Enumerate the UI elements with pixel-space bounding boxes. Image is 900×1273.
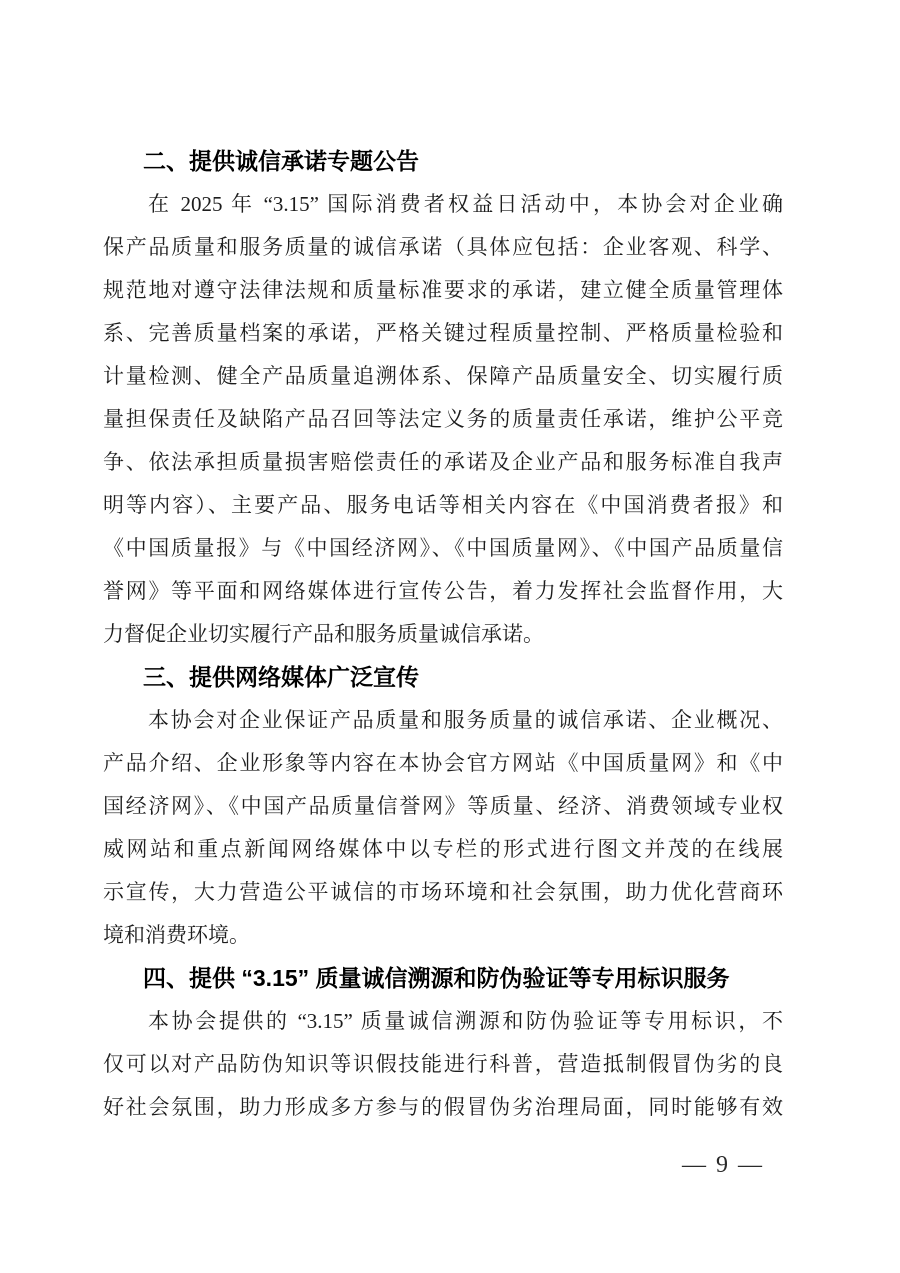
text-line: 计量检测、健全产品质量追溯体系、保障产品质量安全、切实履行质 [103,364,783,388]
document-body [103,140,783,1129]
text-line: 本协会提供的 “3.15” 质量诚信溯源和防伪验证等专用标识，不 [148,1009,783,1033]
text-line: 保产品质量和服务质量的诚信承诺（具体应包括：企业客观、科学、 [103,235,783,259]
text-line: 争、依法承担质量损害赔偿责任的承诺及企业产品和服务标准自我声 [103,450,783,474]
text-line: 规范地对遵守法律法规和质量标准要求的承诺，建立健全质量管理体 [103,278,783,302]
text-line: 系、完善质量档案的承诺，严格关键过程质量控制、严格质量检验和 [103,321,783,345]
text-line: 本协会对企业保证产品质量和服务质量的诚信承诺、企业概况、 [148,708,783,732]
heading-section-4: 四、提供 “3.15” 质量诚信溯源和防伪验证等专用标识服务 [143,965,730,991]
text-line: 示宣传，大力营造公平诚信的市场环境和社会氛围，助力优化营商环 [103,880,783,904]
text-line: 明等内容）、主要产品、服务电话等相关内容在《中国消费者报》和 [103,493,783,517]
text-line: 境和消费环境。 [103,923,250,947]
text-line: 好社会氛围，助力形成多方参与的假冒伪劣治理局面，同时能够有效 [103,1095,783,1119]
text-line: 誉网》等平面和网络媒体进行宣传公告，着力发挥社会监督作用，大 [103,579,783,603]
text-line: 在 2025 年 “3.15” 国际消费者权益日活动中，本协会对企业确 [148,192,783,216]
text-line: 产品介绍、企业形象等内容在本协会官方网站《中国质量网》和《中 [103,751,783,775]
text-line: 《中国质量报》与《中国经济网》、《中国质量网》、《中国产品质量信 [103,536,783,560]
text-line: 国经济网》、《中国产品质量信誉网》等质量、经济、消费领域专业权 [103,794,783,818]
text-line: 力督促企业切实履行产品和服务质量诚信承诺。 [103,622,544,646]
page-number: — 9 — [682,1152,764,1178]
text-line: 威网站和重点新闻网络媒体中以专栏的形式进行图文并茂的在线展 [103,837,783,861]
heading-section-3: 三、提供网络媒体广泛宣传 [143,664,419,690]
text-line: 仅可以对产品防伪知识等识假技能进行科普，营造抵制假冒伪劣的良 [103,1052,783,1076]
heading-section-2: 二、提供诚信承诺专题公告 [143,148,419,174]
text-line: 量担保责任及缺陷产品召回等法定义务的质量责任承诺，维护公平竞 [103,407,783,431]
